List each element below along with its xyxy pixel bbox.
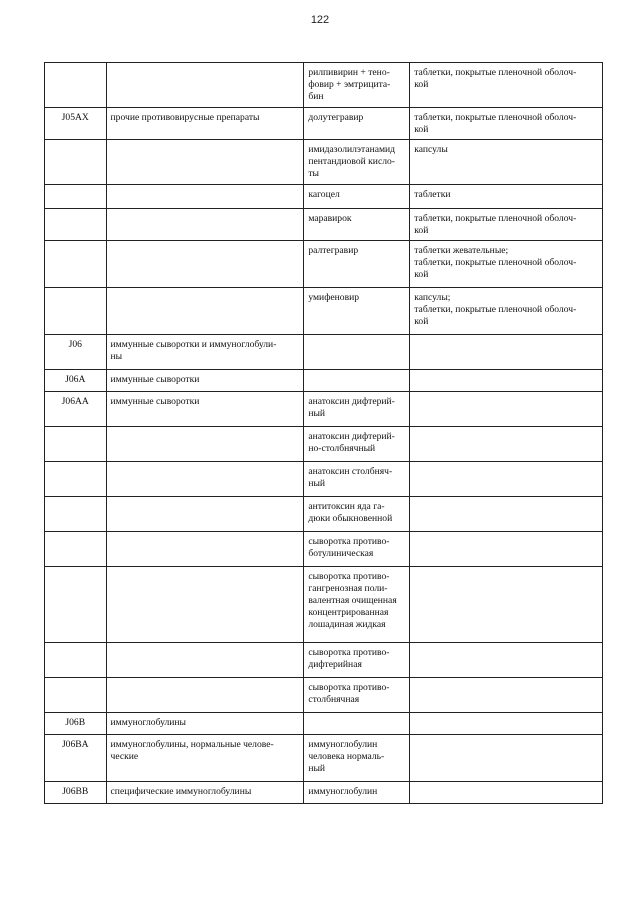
- atc-code-cell: [45, 63, 107, 108]
- dosage-form-cell: [410, 567, 603, 643]
- anatomical-group-cell: [106, 643, 304, 678]
- drug-name-cell: [304, 497, 410, 532]
- drug-name-line: анатоксин дифтерий-: [308, 396, 395, 407]
- dosage-form-cell: [410, 185, 603, 209]
- anatomical-group-cell: [106, 713, 304, 735]
- anatomical-group-line: иммунные сыворотки: [110, 374, 200, 385]
- atc-code-cell: J06BA: [45, 735, 107, 782]
- drug-name-line: сыворотка противо-: [308, 571, 390, 582]
- anatomical-group-line: прочие противовирусные препараты: [110, 112, 260, 123]
- atc-code-cell: [45, 288, 107, 335]
- anatomical-group-cell: [106, 735, 304, 782]
- dosage-form-cell: [410, 392, 603, 427]
- table-row: [45, 782, 603, 804]
- dosage-form-cell: [410, 108, 603, 140]
- table-row: [45, 288, 603, 335]
- anatomical-group-cell: [106, 335, 304, 370]
- anatomical-group-cell: [106, 241, 304, 288]
- dosage-form-line: кой: [414, 225, 429, 236]
- page-number: 122: [310, 14, 330, 26]
- dosage-form-cell: [410, 643, 603, 678]
- dosage-form-cell: [410, 335, 603, 370]
- atc-code-cell: J06B: [45, 713, 107, 735]
- atc-code-cell: [45, 678, 107, 713]
- drug-name-line: умифеновир: [308, 292, 360, 303]
- dosage-form-line: таблетки, покрытые пленочной оболоч-: [414, 304, 577, 315]
- drug-name-line: иммуноглобулин: [308, 786, 378, 797]
- anatomical-group-line: иммуноглобулины: [110, 717, 186, 728]
- drug-name-line: ный: [308, 408, 326, 419]
- drug-name-line: сыворотка противо-: [308, 647, 390, 658]
- drug-name-line: имидазолилэтанамид: [308, 144, 396, 155]
- table-row: [45, 497, 603, 532]
- atc-code-cell: [45, 532, 107, 567]
- drug-name-cell: [304, 209, 410, 241]
- dosage-form-cell: [410, 462, 603, 497]
- atc-code-cell: [45, 462, 107, 497]
- anatomical-group-cell: [106, 209, 304, 241]
- drug-name-cell: [304, 427, 410, 462]
- dosage-form-cell: [410, 735, 603, 782]
- drug-name-cell: [304, 392, 410, 427]
- drug-name-cell: [304, 185, 410, 209]
- table-row: [45, 643, 603, 678]
- anatomical-group-line: ческие: [110, 751, 139, 762]
- table-row: [45, 678, 603, 713]
- dosage-form-cell: [410, 427, 603, 462]
- drug-name-line: анатоксин дифтерий-: [308, 431, 395, 442]
- anatomical-group-cell: [106, 497, 304, 532]
- table-row: [45, 713, 603, 735]
- drug-name-line: иммуноглобулин: [308, 739, 378, 750]
- drug-name-line: человека нормаль-: [308, 751, 385, 762]
- dosage-form-line: таблетки: [414, 189, 451, 200]
- drug-name-cell: [304, 108, 410, 140]
- drug-name-cell: [304, 241, 410, 288]
- atc-code-cell: [45, 567, 107, 643]
- table-row: [45, 392, 603, 427]
- dosage-form-line: таблетки, покрытые пленочной оболоч-: [414, 112, 577, 123]
- dosage-form-cell: [410, 370, 603, 392]
- table-row: [45, 370, 603, 392]
- dosage-form-line: кой: [414, 316, 429, 327]
- atc-code-cell: J06BB: [45, 782, 107, 804]
- anatomical-group-cell: [106, 678, 304, 713]
- atc-code-cell: [45, 209, 107, 241]
- atc-code-cell: J06AA: [45, 392, 107, 427]
- drug-name-cell: [304, 462, 410, 497]
- table-row: [45, 209, 603, 241]
- drug-name-line: сыворотка противо-: [308, 682, 390, 693]
- table-row: [45, 567, 603, 643]
- drug-name-line: ный: [308, 478, 326, 489]
- anatomical-group-cell: [106, 427, 304, 462]
- dosage-form-cell: [410, 497, 603, 532]
- table-row: [45, 427, 603, 462]
- dosage-form-line: кой: [414, 269, 429, 280]
- dosage-form-cell: [410, 713, 603, 735]
- drug-name-line: столбнячная: [308, 694, 360, 705]
- drug-name-line: гангренозная поли-: [308, 583, 388, 594]
- anatomical-group-line: специфические иммуноглобулины: [110, 786, 252, 797]
- drug-name-line: лошадиная жидкая: [308, 619, 386, 630]
- table-row: [45, 532, 603, 567]
- drug-name-line: анатоксин столбняч-: [308, 466, 393, 477]
- drug-name-line: рилпивирин + тено-: [308, 67, 390, 78]
- table-row: [45, 462, 603, 497]
- atc-code-cell: [45, 427, 107, 462]
- dosage-form-line: капсулы: [414, 144, 448, 155]
- anatomical-group-cell: [106, 288, 304, 335]
- dosage-form-cell: [410, 140, 603, 185]
- drug-name-line: ботулиническая: [308, 548, 374, 559]
- table-row: [45, 108, 603, 140]
- anatomical-group-cell: [106, 63, 304, 108]
- atc-code-cell: [45, 497, 107, 532]
- anatomical-group-cell: [106, 108, 304, 140]
- drug-name-line: ралтегравир: [308, 245, 359, 256]
- dosage-form-cell: [410, 241, 603, 288]
- drug-name-line: сыворотка противо-: [308, 536, 390, 547]
- anatomical-group-line: иммунные сыворотки: [110, 396, 200, 407]
- dosage-form-cell: [410, 63, 603, 108]
- anatomical-group-cell: [106, 567, 304, 643]
- anatomical-group-cell: [106, 185, 304, 209]
- table-row: [45, 63, 603, 108]
- drug-name-line: дюки обыкновенной: [308, 513, 393, 524]
- table-row: [45, 335, 603, 370]
- drug-name-line: кагоцел: [308, 189, 340, 200]
- anatomical-group-cell: [106, 462, 304, 497]
- dosage-form-cell: [410, 209, 603, 241]
- drug-name-cell: [304, 713, 410, 735]
- dosage-form-line: капсулы;: [414, 292, 451, 303]
- drug-name-line: ный: [308, 763, 326, 774]
- drug-name-line: ты: [308, 168, 319, 179]
- drug-name-line: антитоксин яда га-: [308, 501, 385, 512]
- drug-name-cell: [304, 288, 410, 335]
- drug-name-cell: [304, 643, 410, 678]
- drug-name-line: маравирок: [308, 213, 352, 224]
- drug-name-cell: [304, 567, 410, 643]
- drug-name-cell: [304, 678, 410, 713]
- dosage-form-cell: [410, 288, 603, 335]
- atc-code-cell: J06: [45, 335, 107, 370]
- drug-name-line: бин: [308, 91, 324, 102]
- drug-name-cell: [304, 532, 410, 567]
- table-row: [45, 185, 603, 209]
- table-row: [45, 241, 603, 288]
- anatomical-group-cell: [106, 532, 304, 567]
- table-body: [45, 63, 603, 804]
- anatomical-group-line: иммуноглобулины, нормальные челове-: [110, 739, 274, 750]
- anatomical-group-cell: [106, 370, 304, 392]
- dosage-form-cell: [410, 532, 603, 567]
- table-row: [45, 140, 603, 185]
- atc-code-cell: [45, 643, 107, 678]
- anatomical-group-line: иммунные сыворотки и иммуноглобули-: [110, 339, 277, 350]
- anatomical-group-cell: [106, 140, 304, 185]
- atc-code-cell: J05AX: [45, 108, 107, 140]
- dosage-form-line: таблетки, покрытые пленочной оболоч-: [414, 213, 577, 224]
- drug-name-cell: [304, 335, 410, 370]
- drug-table: [44, 62, 603, 804]
- dosage-form-line: таблетки жевательные;: [414, 245, 509, 256]
- anatomical-group-cell: [106, 392, 304, 427]
- drug-name-line: долутегравир: [308, 112, 364, 123]
- atc-code-cell: [45, 241, 107, 288]
- drug-name-line: пентандиовой кисло-: [308, 156, 395, 167]
- drug-name-line: концентрированная: [308, 607, 389, 618]
- dosage-form-line: кой: [414, 79, 429, 90]
- atc-code-cell: J06A: [45, 370, 107, 392]
- dosage-form-cell: [410, 782, 603, 804]
- drug-name-cell: [304, 782, 410, 804]
- drug-name-cell: [304, 735, 410, 782]
- drug-name-line: дифтерийная: [308, 659, 362, 670]
- atc-code-cell: [45, 140, 107, 185]
- table-row: [45, 735, 603, 782]
- dosage-form-cell: [410, 678, 603, 713]
- dosage-form-line: таблетки, покрытые пленочной оболоч-: [414, 257, 577, 268]
- drug-name-line: валентная очищенная: [308, 595, 397, 606]
- anatomical-group-cell: [106, 782, 304, 804]
- drug-name-cell: [304, 63, 410, 108]
- drug-name-cell: [304, 140, 410, 185]
- drug-name-line: фовир + эмтрицита-: [308, 79, 391, 90]
- atc-code-cell: [45, 185, 107, 209]
- drug-name-cell: [304, 370, 410, 392]
- anatomical-group-line: ны: [110, 351, 123, 362]
- dosage-form-line: кой: [414, 124, 429, 135]
- dosage-form-line: таблетки, покрытые пленочной оболоч-: [414, 67, 577, 78]
- drug-name-line: но-столбнячный: [308, 443, 376, 454]
